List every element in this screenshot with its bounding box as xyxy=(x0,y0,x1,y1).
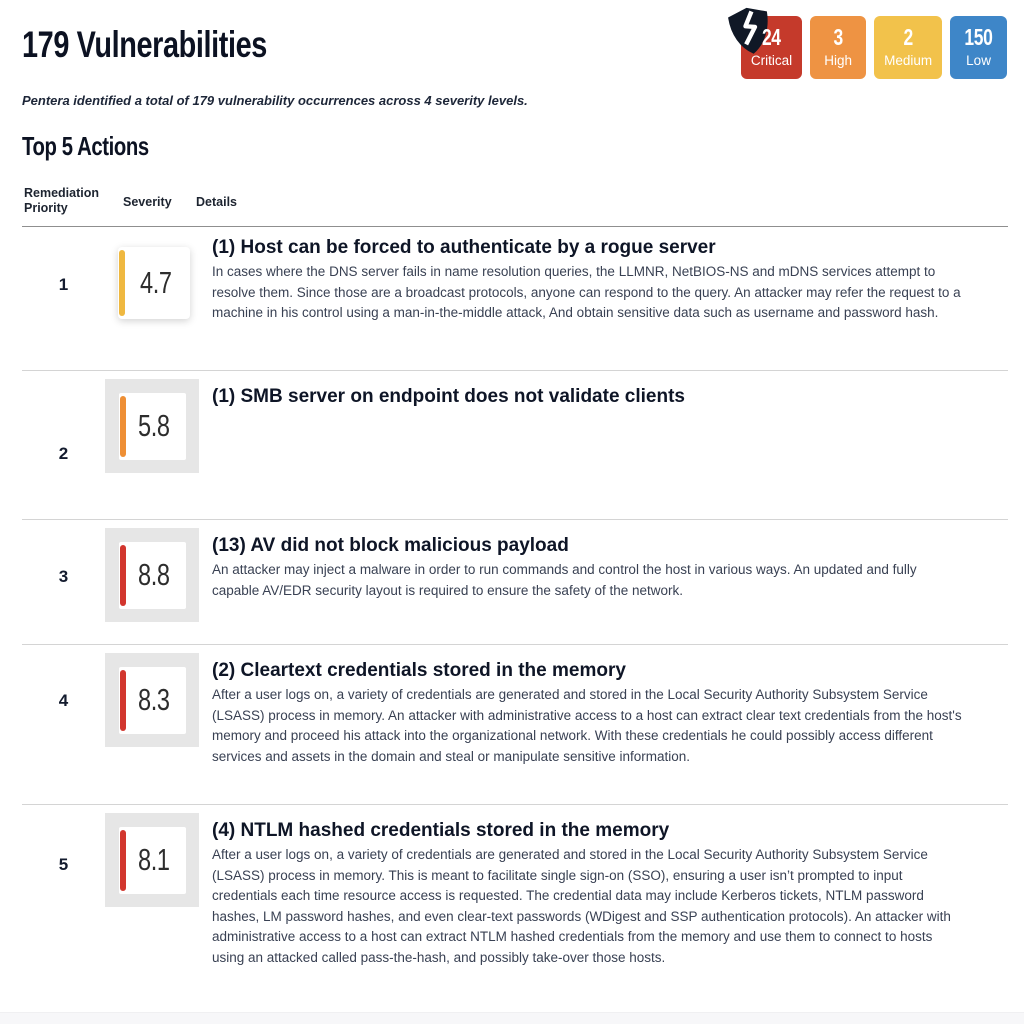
severity-color-bar xyxy=(120,545,126,606)
column-header-severity: Severity xyxy=(123,195,172,209)
table-row xyxy=(22,805,1008,1005)
severity-color-bar xyxy=(120,830,126,891)
finding-description: After a user logs on, a variety of credentials are generated and stored in the Local Security Authority Subsystem Service (LSASS) process in memory. This is meant to facilitate single sign-on (SSO), ensuring a user isn’t prompted to input credentials each time resource access is requested. The credential data may include Kerberos tickets, NTLM password hashes, LM password hashes, and even clear-text passwords (WDigest and SSP authentication protocols). An attacker with administrative access to a host can extract NTLM hashed credentials from the memory and use them to connect to hosts using an attacked called pass-the-hash, and possibly take-over those hosts. xyxy=(212,847,951,965)
severity-score-card xyxy=(119,667,186,734)
details-cell xyxy=(200,805,1008,982)
severity-score: 4.7 xyxy=(140,265,172,300)
remediation-priority-number: 2 xyxy=(58,444,69,463)
table-row xyxy=(22,520,1008,645)
severity-cell xyxy=(105,371,200,473)
severity-cell xyxy=(105,645,200,747)
severity-card-backdrop xyxy=(105,653,199,747)
severity-score: 8.1 xyxy=(138,842,170,877)
severity-card-backdrop xyxy=(105,379,199,473)
details-cell xyxy=(200,227,1008,338)
column-header-details: Details xyxy=(196,195,237,209)
severity-color-bar xyxy=(120,396,126,457)
page-bottom-edge xyxy=(0,1012,1024,1024)
remediation-priority-cell xyxy=(22,371,105,464)
report-summary-text: Pentera identified a total of 179 vulnerability occurrences across 4 severity levels. xyxy=(22,93,528,108)
details-cell xyxy=(200,371,1008,425)
severity-summary-badges xyxy=(741,16,1007,79)
badge-medium xyxy=(874,16,942,79)
remediation-priority-cell xyxy=(22,227,105,295)
finding-description: In cases where the DNS server fails in name resolution queries, the LLMNR, NetBIOS-NS and mDNS services attempt to resolve them. Since those are a broadcast protocols, anyone can respond to the query. An attacker may refer the request to a machine in his control using a man-in-the-middle attack, And obtain sensitive data such as username and password hash. xyxy=(212,264,961,320)
table-row xyxy=(22,371,1008,520)
remediation-priority-cell xyxy=(22,805,105,875)
severity-score-card xyxy=(119,542,186,609)
remediation-priority-cell xyxy=(22,645,105,711)
badge-medium-count: 2 xyxy=(903,24,913,50)
severity-score: 8.8 xyxy=(138,557,170,592)
severity-score-card xyxy=(119,827,186,894)
finding-title: (1) Host can be forced to authenticate by a rogue server xyxy=(212,237,716,258)
top-actions-table xyxy=(22,226,1008,1005)
badge-high-count: 3 xyxy=(833,24,843,50)
severity-card-backdrop xyxy=(118,247,190,319)
badge-low-count: 150 xyxy=(964,24,993,50)
remediation-priority-number: 5 xyxy=(58,855,69,874)
badge-critical-label: Critical xyxy=(750,53,793,68)
page-title xyxy=(22,24,336,66)
finding-description: After a user logs on, a variety of credentials are generated and stored in the Local Security Authority Subsystem Service (LSASS) process in memory. An attacker with administrative access to a host can extract clear text credentials from the host's memory and proceed his attack into the organizational network. With these credentials he could possibly access different services and assets in the domain and steal or manipulate sensitive information. xyxy=(212,687,962,764)
finding-title: (1) SMB server on endpoint does not validate clients xyxy=(212,386,685,407)
severity-card-backdrop xyxy=(105,528,199,622)
column-header-remediation-priority: Remediation Priority xyxy=(24,186,100,215)
details-cell xyxy=(200,520,1008,615)
remediation-priority-number: 4 xyxy=(58,691,69,710)
finding-title: (4) NTLM hashed credentials stored in the memory xyxy=(212,820,670,841)
finding-description: An attacker may inject a malware in order to run commands and control the host in various ways. An updated and fully capable AV/EDR security layout is required to ensure the safety of the network. xyxy=(212,562,917,598)
severity-score-card xyxy=(119,393,186,460)
remediation-priority-number: 1 xyxy=(58,275,69,294)
badge-high xyxy=(810,16,866,79)
badge-low-label: Low xyxy=(966,53,991,68)
finding-title: (2) Cleartext credentials stored in the memory xyxy=(212,660,626,681)
remediation-priority-number: 3 xyxy=(58,567,69,586)
section-title-text: Top 5 Actions xyxy=(22,131,149,161)
severity-cell xyxy=(105,520,200,622)
page-title-text: 179 Vulnerabilities xyxy=(22,24,267,65)
remediation-priority-cell xyxy=(22,520,105,587)
badge-critical-count: 24 xyxy=(762,24,781,50)
severity-card-backdrop xyxy=(105,813,199,907)
severity-cell xyxy=(105,805,200,907)
table-row xyxy=(22,645,1008,805)
finding-title: (13) AV did not block malicious payload xyxy=(212,535,569,556)
severity-color-bar xyxy=(120,670,126,731)
severity-score-card xyxy=(118,247,190,319)
section-title xyxy=(22,131,185,162)
badge-high-label: High xyxy=(824,53,852,68)
severity-score: 8.3 xyxy=(138,682,170,717)
badge-medium-label: Medium xyxy=(884,53,933,68)
table-row xyxy=(22,227,1008,371)
severity-color-bar xyxy=(119,250,125,316)
details-cell xyxy=(200,645,1008,781)
badge-low xyxy=(950,16,1007,79)
severity-cell xyxy=(105,227,200,319)
severity-score: 5.8 xyxy=(138,408,170,443)
